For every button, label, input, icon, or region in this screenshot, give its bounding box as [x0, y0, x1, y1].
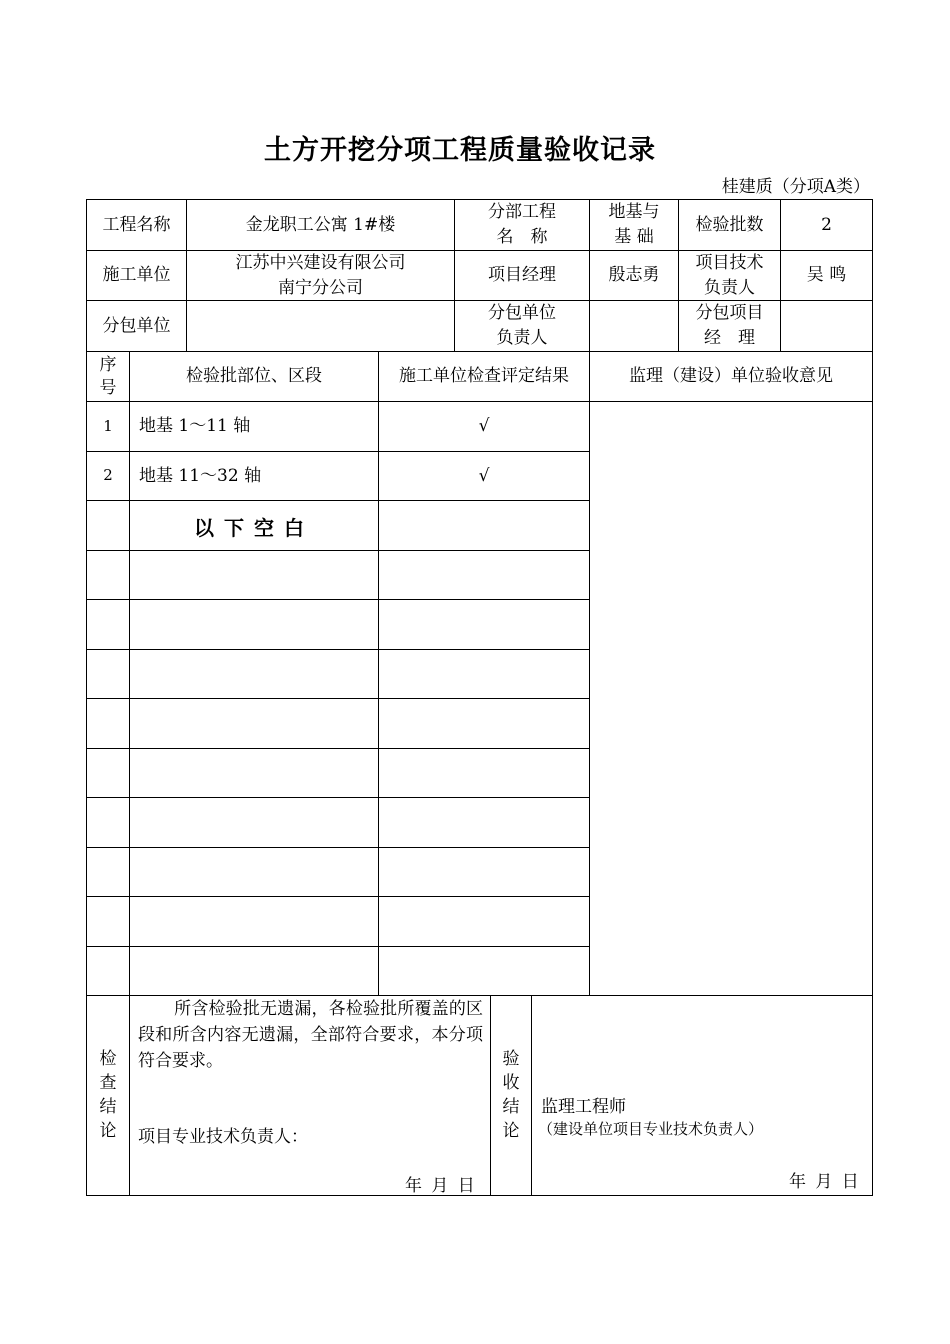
accept-label-char-3: 结 — [502, 1097, 520, 1117]
tech-lead-label-line2: 负责人 — [704, 277, 755, 298]
contractor-value — [187, 251, 454, 300]
sub-pm-label-line2: 经 理 — [704, 328, 755, 348]
subdivision-label-line1: 分部工程 — [488, 202, 556, 223]
contractor-label: 施工单位 — [102, 265, 171, 286]
subdivision-value-line1: 地基与 — [608, 202, 660, 223]
accept-label-char-1: 验 — [502, 1049, 520, 1069]
check-label-char-3: 结 — [99, 1097, 117, 1117]
accept-label-char-2: 收 — [502, 1073, 520, 1093]
project-name-value: 金龙职工公寓 1#楼 — [245, 214, 396, 235]
check-date: 年 月 日 — [405, 1176, 475, 1196]
contractor-line2: 南宁分公司 — [278, 277, 363, 298]
contractor-line1: 江苏中兴建设有限公司 — [235, 252, 406, 273]
sub-lead-label-line1: 分包单位 — [488, 303, 556, 324]
accept-label-char-4: 论 — [502, 1121, 520, 1141]
batch-count-value: 2 — [821, 214, 832, 235]
project-name-label: 工程名称 — [102, 214, 171, 235]
sub-pm-label — [679, 301, 780, 351]
supervisor-label: 监理工程师 — [541, 1097, 626, 1117]
check-conclusion-text — [138, 996, 483, 1074]
col-header-opinion: 监理（建设）单位验收意见 — [629, 366, 833, 387]
pm-label: 项目经理 — [488, 265, 556, 286]
row-1-no: 1 — [103, 416, 113, 435]
subdivision-value-line2: 基 础 — [614, 227, 654, 247]
row-2-location: 地基 11～32 轴 — [139, 465, 262, 486]
check-label-char-1: 检 — [99, 1049, 117, 1069]
col-header-location: 检验批部位、区段 — [186, 366, 322, 387]
check-conclusion-paragraph: 所含检验批无遗漏，各检验批所覆盖的区段和所含内容无遗漏，全部符合要求，本分项符合要求。 — [138, 999, 483, 1071]
subcontractor-label: 分包单位 — [102, 315, 171, 336]
row-1-location: 地基 1～11 轴 — [139, 416, 251, 437]
col-header-no-line1: 序 — [99, 355, 117, 376]
sub-lead-label-line2: 负责人 — [496, 328, 548, 348]
pm-value: 殷志勇 — [608, 265, 660, 286]
row-1-result: √ — [478, 416, 490, 437]
row-2-no: 2 — [103, 466, 113, 485]
tech-lead-value: 吴 鸣 — [806, 265, 847, 286]
accept-date: 年 月 日 — [789, 1172, 859, 1192]
check-label-char-4: 论 — [99, 1121, 117, 1141]
col-header-no — [87, 352, 129, 401]
sub-pm-value — [781, 301, 872, 351]
blank-note: 以下空白 — [194, 515, 314, 540]
row-2-result: √ — [478, 465, 490, 486]
form-code: 桂建质（分项A类） — [721, 177, 870, 197]
subdivision-value — [590, 200, 678, 250]
col-header-result: 施工单位检查评定结果 — [399, 366, 569, 387]
page-title: 土方开挖分项工程质量验收记录 — [264, 135, 656, 166]
accept-conclusion-label — [501, 1047, 521, 1143]
sub-pm-label-line1: 分包项目 — [695, 303, 764, 324]
col-header-no-line2: 号 — [99, 377, 117, 398]
tech-lead-label-line1: 项目技术 — [695, 252, 764, 273]
subdivision-label-line2: 名 称 — [496, 227, 548, 247]
batch-count-label: 检验批数 — [695, 214, 764, 235]
sub-lead-value — [590, 301, 678, 351]
subcontractor-value — [187, 301, 454, 351]
subdivision-label — [455, 200, 589, 250]
tech-lead-label — [679, 251, 780, 300]
check-label-char-2: 查 — [99, 1073, 117, 1093]
check-signer: 项目专业技术负责人： — [138, 1127, 308, 1147]
sub-lead-label — [455, 301, 589, 351]
supervisor-note: （建设单位项目专业技术负责人） — [538, 1120, 764, 1138]
check-conclusion-label — [98, 1047, 118, 1143]
